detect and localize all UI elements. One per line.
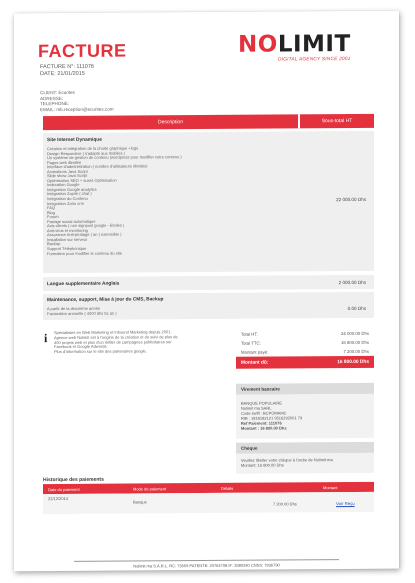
payment-amount: 7 200.00 Dhs [273,501,297,507]
total-ht-label: Total HT: [241,331,258,337]
note-line: 400 projets web et plus d'un millier de campagnes publicitaires sur [54,338,172,345]
client-info [40,90,114,113]
client-name: CLIENT: Ecurites [40,89,75,96]
bank-transfer-details [236,394,374,439]
column-header-details: Détails [221,485,234,491]
bank-name: BANQUE POPULAIRE [241,400,282,406]
feature-item: Formation pour modifier le contenu du site [47,250,122,256]
feature-item: Avis clients ( non signpost google - Etoiles ) [47,222,125,229]
total-ttc-label: Total TTC: [241,340,261,346]
logo-tagline: DIGITAL AGENCY SINCE 2001 [278,56,351,63]
feature-item: Pages web illimitée [47,159,82,165]
invoice-sheet [14,11,399,572]
table-row [43,492,374,514]
feature-item: Assurance Anti-piratage ( an ( extensible ) [47,231,122,238]
amount-paid-value: 7 200.00 Dhs [343,348,369,355]
line-item-title: Langue supplementaire Anglais [47,281,120,287]
line-item [43,292,374,320]
cheque-details [236,453,374,474]
note-line: Agence web Nolimit est à l'origine de la création et du suivi de plus de [54,333,178,340]
feature-item: Forum [47,214,59,220]
feature-item: Interface d'administration ( nombre d'utilisateurs illimités) [47,163,148,170]
logo-wordmark: NOLIMIT [238,30,351,58]
client-address: ADRESSE: [40,95,64,101]
amount-due-label: Montant dû: [241,360,269,366]
invoice-number: FACTURE N°: 111076 [40,63,94,71]
line-item [43,131,374,273]
line-item-title: Site Internet Dynamique [47,137,102,144]
feature-item: Partage social automatique [47,218,96,224]
column-header-date: Date du paiement [48,486,80,492]
line-item [43,275,374,291]
amount-due-row [236,356,374,369]
column-header-mode: Mode de paiement [133,485,167,492]
feature-item: Intégration Google analytics [47,186,97,193]
description-line: Facturation annuelle ( 4000 dhs ttc an ) [47,310,117,317]
line-item-price: 22 000.00 Dhs [336,196,366,203]
payment-history-title: Historique des paiements [43,476,104,484]
description-line: A partir de la deuxième année [47,305,101,312]
feature-item: FAQ [47,205,56,211]
account-holder: Nolimit ma SARL [241,405,272,411]
line-item-price: 2 000.00 Dhs [338,279,366,285]
transfer-amount: Montant : 16 800.00 Dhs [241,425,287,431]
feature-item: Optimisation SEO + suivis Optimisation [47,177,117,183]
note-line: Spécialistes en Web Marketing et Inbound Marketing depuis 2001. [54,329,172,336]
client-phone: TELEPHONE: [40,101,70,107]
feature-list [47,146,182,256]
payment-date: 22/12/2014 [48,495,69,502]
note-line: Plus d'information sur le site des partenaires google. [54,348,147,355]
feature-item: Un système de gestion de contenu (wordpress pour modifier votre contenu ) [47,154,182,161]
invoice-meta [40,64,94,77]
total-ttc-value: 16 800.00 Dhs [341,339,369,346]
line-item-title: Maintenance, support, Mise à jour du CMS, Backup [47,297,164,304]
column-header-description: Description [157,119,183,126]
feature-item: Design Responsive ( s'adapte aux mobiles ) [47,150,125,156]
bank-transfer-text [241,400,302,430]
cheque-text [241,457,333,468]
feature-item: Slide show Java Script [47,173,88,179]
feature-item: Support Téléphonique [47,245,87,252]
company-logo [238,31,374,72]
column-header-subtotal: Sous-total HT [321,117,353,125]
feature-item: Intégration du Contenu [47,195,88,202]
view-receipt-link[interactable]: Voir Reçu [336,500,355,507]
feature-item: Anti-virus et monitoring [47,227,88,233]
invoice-date: DATE: 21/01/2015 [40,70,85,77]
total-ht-value: 24 000.00 Dhs [341,330,369,337]
feature-item: Indexation Google [47,182,80,188]
agency-note [54,330,214,355]
items-table-header [43,114,374,130]
feature-item: Intégration Zoho crm [47,200,84,206]
feature-item: Animations Java Script [47,168,88,174]
column-header-amount: Montant [323,484,338,490]
cheque-title: Chèque [241,445,258,451]
rib-number: RIB : 1818182121 9516292001 79 [241,415,303,421]
page-title: FACTURE [38,40,127,62]
cheque-amount: Montant: 16 800.00 Dhs [241,462,284,468]
feature-item: Création et intégration de la charte graphique +logo [47,145,139,152]
feature-item: Intégration Zopim ( chat ) [47,191,92,197]
totals-box [236,329,374,369]
payment-reference: Ref Paiement: 111076 [241,420,282,426]
cheque-instruction: Veuillez libeller votre chèque à l'ordre de Nolimit.ma [241,457,333,463]
line-item-price: 0.00 Dhs [347,305,366,312]
footer-legal: Nolimit.ma S.A.R.L. RC: 73559 PATENTE: 20764708 IF: 3380340 CNSS: 7936790 [133,562,280,569]
info-icon: i [44,331,48,346]
amount-paid-label: Montant payé: [241,349,269,355]
feature-item: Installation sur serveur [47,236,88,243]
client-email: EMAIL: mb.reception@ecurites.com [40,106,114,112]
payment-mode: Banque [133,499,147,505]
swift-code: Code swift : BCPOMAMC [241,410,287,416]
bank-transfer-title: Virement bancaire [241,386,280,392]
amount-due-value: 16 800.00 Dhs [337,359,369,365]
note-line: Facebook et Google Adwords. [54,344,108,350]
feature-item: Backup [47,241,61,247]
line-item-description [47,306,117,316]
feature-item: Blog [47,209,56,215]
